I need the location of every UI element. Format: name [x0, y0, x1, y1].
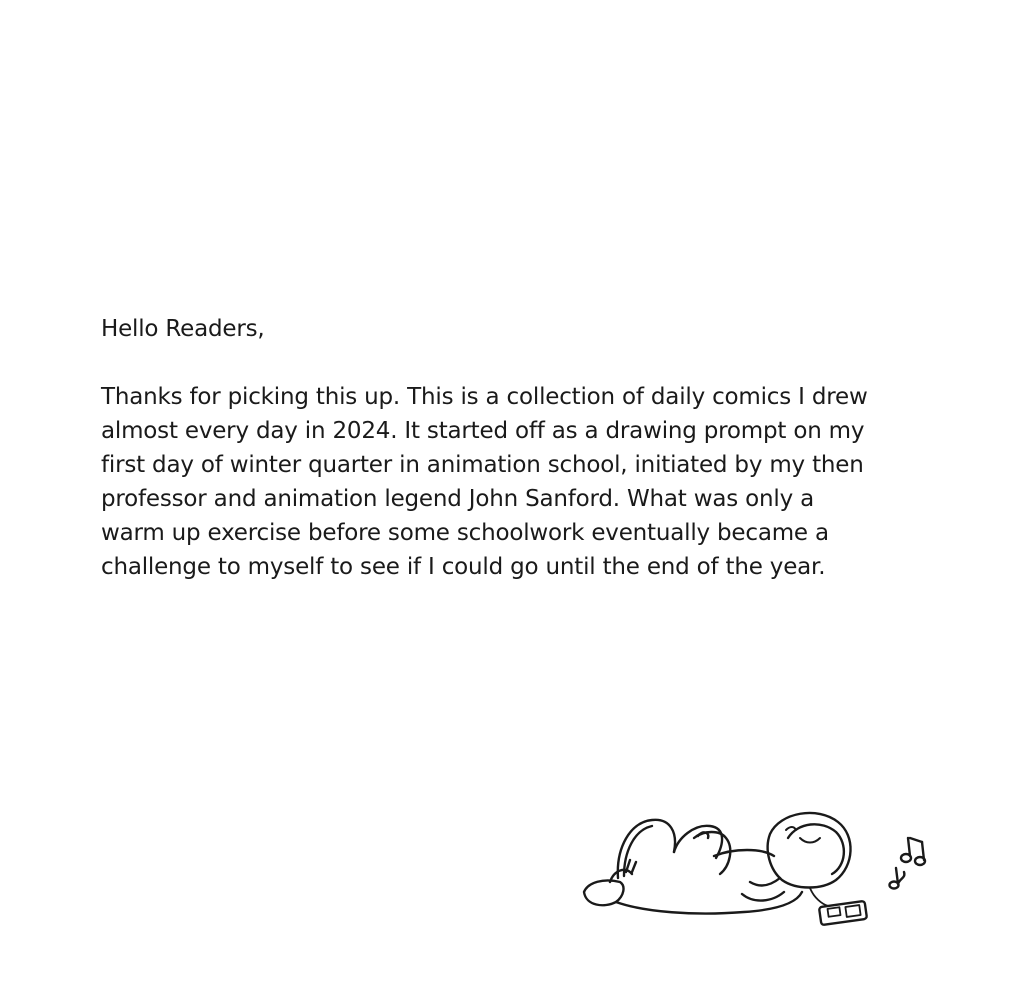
paragraph-spacer: [101, 346, 921, 380]
paragraph-line: professor and animation legend John Sanford. What was only a: [101, 486, 814, 512]
paragraph-line: warm up exercise before some schoolwork eventually became a: [101, 520, 829, 546]
intro-paragraph: [101, 380, 921, 584]
paragraph-line: almost every day in 2024. It started off as a drawing prompt on my: [101, 418, 865, 444]
paragraph-line: Thanks for picking this up. This is a collection of daily comics I drew: [101, 384, 868, 410]
reclining-astronaut-listening-music-icon: [574, 808, 934, 938]
greeting: Hello Readers,: [101, 316, 265, 342]
paragraph-line: first day of winter quarter in animation school, initiated by my then: [101, 452, 864, 478]
letter-body: [101, 312, 921, 584]
paragraph-line: challenge to myself to see if I could go until the end of the year.: [101, 554, 826, 580]
